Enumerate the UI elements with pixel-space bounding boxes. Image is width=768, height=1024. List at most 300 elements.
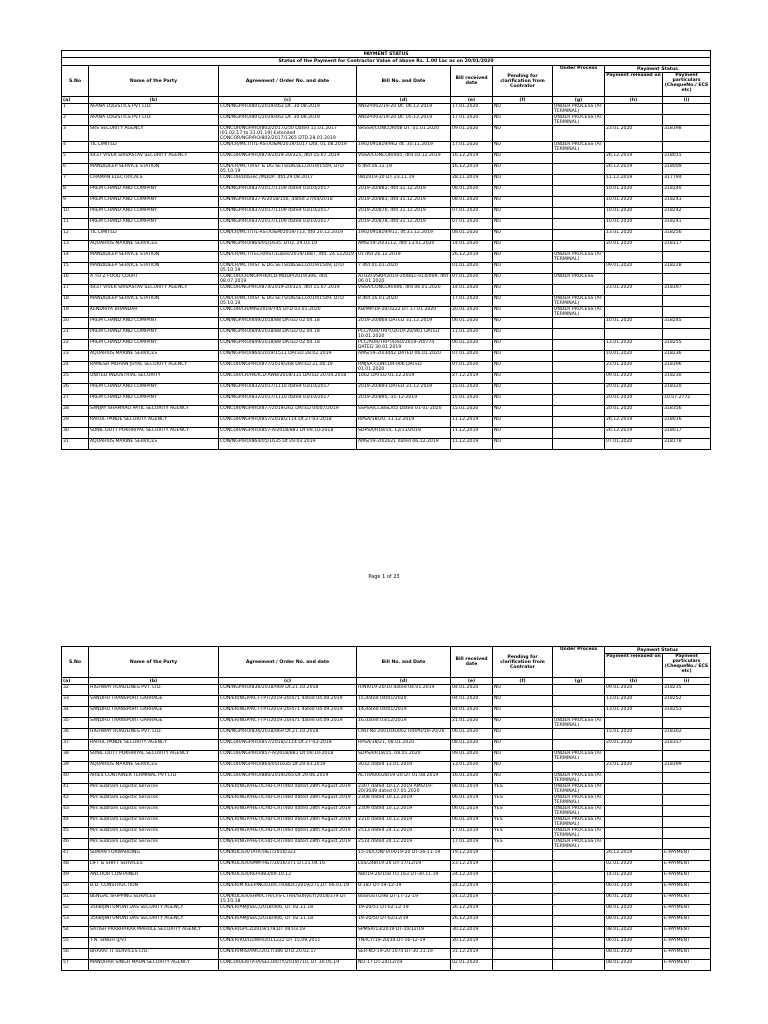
party-cell: RAHUL PANDE SECURITY AGENCY bbox=[89, 740, 219, 751]
pending-cell: YES bbox=[493, 795, 553, 806]
header-agreement: Agreement / Order No. and date bbox=[219, 66, 357, 97]
party-cell: KENDRIYA BHANDAR bbox=[89, 307, 219, 318]
pending-cell: NO bbox=[493, 751, 553, 762]
under-process-cell: - bbox=[553, 883, 605, 894]
header-bill: Bill No. and Date bbox=[357, 66, 451, 97]
agreement-cell: CON/ER/NGP/H&T/CHD-CRT/460 dated 28th August 2019 bbox=[219, 806, 357, 817]
received-cell: 16.01.2020 bbox=[451, 773, 493, 784]
party-cell: PREM CHAND AND COMPANY bbox=[89, 208, 219, 219]
party-cell: PREM CHAND AND COMPANY bbox=[89, 318, 219, 329]
party-cell: SANDHU TRANSPORT GARRAGE bbox=[89, 696, 219, 707]
party-cell: 3568/JINTUMONI DAS SECURITY AGENCY bbox=[89, 916, 219, 927]
bill-cell: LSS/248/19-20 DT-17/12/19 bbox=[357, 861, 451, 872]
table-title: PAYMENT STATUS bbox=[62, 51, 711, 58]
sno-cell: 15 bbox=[62, 263, 89, 274]
particulars-cell: 318178 bbox=[663, 439, 711, 450]
sno-cell: 9 bbox=[62, 197, 89, 208]
table-row bbox=[62, 197, 711, 208]
agreement-cell: CON/ER/NGP/H&T/CHD-CRT/460 dated 28th August 2019 bbox=[219, 784, 357, 795]
letter-e: (e) bbox=[451, 678, 493, 685]
received-cell: 23.12.2019 bbox=[451, 861, 493, 872]
released-cell: 15.01.2020 bbox=[605, 729, 663, 740]
party-cell: TIL LIMITED bbox=[89, 230, 219, 241]
under-process-cell bbox=[553, 740, 605, 751]
table-row bbox=[62, 751, 711, 762]
bill-cell: ABI/19-20/158 TO 163 DT-30.11.19 bbox=[357, 872, 451, 883]
sno-cell: 19 bbox=[62, 307, 89, 318]
agreement-cell: CONCOR/NGP/RO/874/2019-20/325, dtd 15.07.2019 bbox=[219, 285, 357, 296]
page-1-table bbox=[61, 50, 710, 450]
party-cell: MANDIDEEP SERVICE STATION bbox=[89, 263, 219, 274]
under-process-cell: UNDER PROCESS (AT TERMINAL) bbox=[553, 773, 605, 784]
table-row bbox=[62, 960, 711, 971]
released-cell: 07.01.2020 bbox=[605, 439, 663, 450]
letter-c: (c) bbox=[219, 678, 357, 685]
released-cell: 06.01.2020 bbox=[605, 894, 663, 905]
under-process-cell bbox=[553, 762, 605, 773]
sno-cell: 51 bbox=[62, 894, 89, 905]
sno-cell: 7 bbox=[62, 175, 89, 186]
released-cell: 10.01.2020 bbox=[605, 318, 663, 329]
pending-cell: NO bbox=[493, 718, 553, 729]
agreement-cell: CONCOR/NGP/RO/857/2018/2114 Dt 27-03-2018 bbox=[219, 740, 357, 751]
under-process-cell bbox=[553, 230, 605, 241]
under-process-cell: UNDER PROCESS (AT TERMINAL) bbox=[553, 296, 605, 307]
pending-cell: NO bbox=[493, 729, 553, 740]
pending-cell: NO bbox=[493, 230, 553, 241]
pending-cell: NO bbox=[493, 351, 553, 362]
bill-cell: 2019-20/876, dtd 31.12.2019 bbox=[357, 208, 451, 219]
particulars-cell: E-PAYMENT bbox=[663, 861, 711, 872]
agreement-cell: CONCOR/NGP/RO/802/2017/250 Dated 11.01.2017 (01.02.17 to 31.01.19) Extended CONCOR/NGP/RO/802/2017/1365 DTD.28.01.2019 bbox=[219, 126, 357, 142]
received-cell: 04.01.2020 bbox=[451, 696, 493, 707]
particulars-cell bbox=[663, 751, 711, 762]
table-row bbox=[62, 406, 711, 417]
sno-cell: 47 bbox=[62, 850, 89, 861]
bill-cell: 1902091819/962 dt. 30.11.2019 bbox=[357, 142, 451, 153]
released-cell bbox=[605, 751, 663, 762]
agreement-cell: CONCOR/NGP/RO/874/2019-20/325, dtd 15.07.2019 bbox=[219, 153, 357, 164]
received-cell: 31.12.2019 bbox=[451, 949, 493, 960]
table-row bbox=[62, 872, 711, 883]
agreement-cell: CON/NGP/RO/849/2018/88 DATED 02.04.18 bbox=[219, 340, 357, 351]
released-cell: 13.01.2020 bbox=[605, 696, 663, 707]
table-row bbox=[62, 806, 711, 817]
bill-cell: 1662 DATED 01.12.2019 bbox=[357, 373, 451, 384]
bill-cell: VSSA/CONCOR/006, dtd 06.01.2020 bbox=[357, 285, 451, 296]
pending-cell: YES bbox=[493, 817, 553, 828]
released-cell: 09.01.2020 bbox=[605, 685, 663, 696]
released-cell bbox=[605, 828, 663, 839]
released-cell: 23.01.2020 bbox=[605, 126, 663, 142]
particulars-cell bbox=[663, 784, 711, 795]
party-cell: BHARAT IT SERVICES LTD. bbox=[89, 949, 219, 960]
released-cell: 14.01.2020 bbox=[605, 872, 663, 883]
bill-cell: PCC/AUR/TRPT/2019-20/901 DATED 10.01.2020 bbox=[357, 329, 451, 340]
agreement-cell: CON/ER/MIS/AMC/2017/386 DTD.20.02.17 bbox=[219, 949, 357, 960]
particulars-cell: 318357 bbox=[663, 740, 711, 751]
agreement-cell: CON/CR/MCT/RST & DG SETS/DIESEL/2019/1549, DTD 05.10.19 bbox=[219, 164, 357, 175]
pending-cell: - bbox=[493, 894, 553, 905]
column-letters-row bbox=[62, 678, 711, 685]
agreement-cell: CONCOR/NGP/RO/857-A/2018/881 Dt 09.10-2018 bbox=[219, 428, 357, 439]
party-cell: AFANA LOGISTICS PVT LTD bbox=[89, 104, 219, 115]
pending-cell: YES bbox=[493, 828, 553, 839]
released-cell: 23.01.2020 bbox=[605, 762, 663, 773]
released-cell: 08.01.2020 bbox=[605, 916, 663, 927]
released-cell: 08.01.2020 bbox=[605, 960, 663, 971]
under-process-cell bbox=[553, 395, 605, 406]
table-row bbox=[62, 395, 711, 406]
letter-a: (a) bbox=[62, 97, 89, 104]
released-cell: 13.01.2020 bbox=[605, 230, 663, 241]
letter-g: (g) bbox=[553, 97, 605, 104]
received-cell: 06.01.2019 bbox=[451, 784, 493, 795]
pending-cell: NO bbox=[493, 274, 553, 285]
particulars-cell bbox=[663, 115, 711, 126]
table-row bbox=[62, 905, 711, 916]
under-process-cell: UNDER PROCESS (AT TERMINAL) bbox=[553, 252, 605, 263]
letter-b: (b) bbox=[89, 678, 219, 685]
received-cell: 15.01.2020 bbox=[451, 406, 493, 417]
party-cell: MANOHAR SINGH MAUN SECURITY AGENCY bbox=[89, 960, 219, 971]
agreement-cell: CON/NGP/RO/836/2018/969 Dt.21.10.2018 bbox=[219, 685, 357, 696]
particulars-cell bbox=[663, 252, 711, 263]
particulars-cell: E-PAYMENT bbox=[663, 850, 711, 861]
agreement-cell: CON/NGP/RO/837/2017/1109 dated 03/10/2017 bbox=[219, 186, 357, 197]
table-row bbox=[62, 883, 711, 894]
particulars-cell: E-PAYMENT bbox=[663, 927, 711, 938]
sno-cell: 36 bbox=[62, 729, 89, 740]
sno-cell: 18 bbox=[62, 296, 89, 307]
bill-cell: AMS/19-20/2621 dated 06.12.2019 bbox=[357, 439, 451, 450]
table-row bbox=[62, 230, 711, 241]
party-cell: PREM CHAND AND COMPANY bbox=[89, 340, 219, 351]
letter-b: (b) bbox=[89, 97, 219, 104]
header-particulars: Payment particulars (ChequeNo./ ECS etc) bbox=[663, 73, 711, 97]
particulars-cell: 318320 bbox=[663, 384, 711, 395]
under-process-cell: - bbox=[553, 949, 605, 960]
table-row bbox=[62, 252, 711, 263]
pending-cell: NO bbox=[493, 707, 553, 718]
party-cell: M/s Subham Logistic Services bbox=[89, 828, 219, 839]
letter-d: (d) bbox=[357, 678, 451, 685]
table-row bbox=[62, 762, 711, 773]
particulars-cell: E-PAYMENT bbox=[663, 916, 711, 927]
pending-cell: - bbox=[493, 883, 553, 894]
under-process-cell: UNDER PROCESS (AT TERMINAL) bbox=[553, 751, 605, 762]
received-cell: 11.12.2019 bbox=[451, 439, 493, 450]
header-pending: Pending for clarification from Contrator bbox=[493, 66, 553, 97]
party-cell: RAHUL PANDE SECURITY AGENCY bbox=[89, 417, 219, 428]
party-cell: M/s Subham Logistic Services bbox=[89, 839, 219, 850]
particulars-cell: 318398 bbox=[663, 126, 711, 142]
pending-cell: YES bbox=[493, 784, 553, 795]
sno-cell: 24 bbox=[62, 362, 89, 373]
sno-cell: 45 bbox=[62, 828, 89, 839]
released-cell: 09.01.2020 bbox=[605, 373, 663, 384]
pending-cell: NO bbox=[493, 307, 553, 318]
header-bill: Bill No. and Date bbox=[357, 647, 451, 678]
under-process-cell: UNDER PROCESS bbox=[553, 274, 605, 285]
particulars-cell: 318243 bbox=[663, 197, 711, 208]
pending-cell: NO bbox=[493, 395, 553, 406]
table-row bbox=[62, 718, 711, 729]
bill-cell: SSPSA/CCIBSL/05 Dated 01-01-2020 bbox=[357, 406, 451, 417]
received-cell: 11.12.2019 bbox=[451, 428, 493, 439]
agreement-cell: CON/CR/MCT/TIL-RST/O&M/2019/713, dtd 20.12.2019 bbox=[219, 230, 357, 241]
received-cell: 26.12.2019 bbox=[451, 905, 493, 916]
released-cell: 20.01.2020 bbox=[605, 395, 663, 406]
particulars-cell: 318302 bbox=[663, 729, 711, 740]
sno-cell: 23 bbox=[62, 351, 89, 362]
under-process-cell bbox=[553, 351, 605, 362]
agreement-cell: CONCOR/ER/TATA/SECURITY/2019/710, DT 30.05.19 bbox=[219, 960, 357, 971]
bill-cell: 1902091819/911, dt.31.12.2019 bbox=[357, 230, 451, 241]
under-process-cell: - bbox=[553, 894, 605, 905]
under-process-cell bbox=[553, 373, 605, 384]
pending-cell: NO bbox=[493, 340, 553, 351]
particulars-cell: 318256 bbox=[663, 230, 711, 241]
pending-cell: - bbox=[493, 872, 553, 883]
particulars-cell bbox=[663, 329, 711, 340]
pending-cell: NO bbox=[493, 115, 553, 126]
party-cell: UNITED INDUSTRIAL SECURITY bbox=[89, 373, 219, 384]
under-process-cell bbox=[553, 186, 605, 197]
agreement-cell: CON/ER/NGP/RCT-TPT/2019-20/471 dated 04.09.2019 bbox=[219, 707, 357, 718]
under-process-cell bbox=[553, 175, 605, 186]
pending-cell: NO bbox=[493, 696, 553, 707]
party-cell: M/s Subham Logistic Services bbox=[89, 806, 219, 817]
sno-cell: 6 bbox=[62, 164, 89, 175]
particulars-cell: 317794 bbox=[663, 175, 711, 186]
sno-cell: 40 bbox=[62, 773, 89, 784]
party-cell: AQUARIUS MARINE SERVICES bbox=[89, 439, 219, 450]
under-process-cell bbox=[553, 197, 605, 208]
received-cell: 30.12.2019 bbox=[451, 927, 493, 938]
party-cell: BENGAL SHIPPING SERVICES bbox=[89, 894, 219, 905]
received-cell: 14.01.2020 bbox=[451, 241, 493, 252]
released-cell: 13.01.2020 bbox=[605, 707, 663, 718]
released-cell: 26.12.2019 bbox=[605, 164, 663, 175]
agreement-cell: CONCOR/NGP/RO/877/2019/262 DATED 04/07/2019 bbox=[219, 406, 357, 417]
released-cell bbox=[605, 307, 663, 318]
particulars-cell bbox=[663, 718, 711, 729]
pending-cell: - bbox=[493, 905, 553, 916]
pending-cell: - bbox=[493, 949, 553, 960]
under-process-cell: - bbox=[553, 850, 605, 861]
table-row bbox=[62, 927, 711, 938]
party-cell: SANDHU TRANSPORT GARRAGE bbox=[89, 707, 219, 718]
party-cell: 4437 VIVEK SRIVASTAV SECURITY AGENCY bbox=[89, 285, 219, 296]
particulars-cell: E-PAYMENT bbox=[663, 938, 711, 949]
sno-cell: 57 bbox=[62, 960, 89, 971]
letter-c: (c) bbox=[219, 97, 357, 104]
agreement-cell: CON/NGP/RO/864/05/1635, DTD. 29.03.19 bbox=[219, 241, 357, 252]
under-process-cell bbox=[553, 417, 605, 428]
party-cell: AFANA LOGISTICS PVT LTD bbox=[89, 115, 219, 126]
sno-cell: 50 bbox=[62, 883, 89, 894]
bill-cell: TN/ICT/19-20/34 DT-16-12-19 bbox=[357, 938, 451, 949]
under-process-cell: - bbox=[553, 938, 605, 949]
header-particulars: Payment particulars (ChequeNo./ ECS etc) bbox=[663, 654, 711, 678]
bill-cell: AMS/19-20/3112, dtd 13.01.2020 bbox=[357, 241, 451, 252]
received-cell: 07.01.2020 bbox=[451, 351, 493, 362]
under-process-cell bbox=[553, 153, 605, 164]
sno-cell: 44 bbox=[62, 817, 89, 828]
pending-cell: NO bbox=[493, 373, 553, 384]
table-row bbox=[62, 894, 711, 905]
sno-cell: 39 bbox=[62, 762, 89, 773]
under-process-cell bbox=[553, 285, 605, 296]
pending-cell: NO bbox=[493, 296, 553, 307]
agreement-cell: CON/NGP/RO/832/2017/1110 dated 03/10/2017 bbox=[219, 384, 357, 395]
bill-cell: RPSA/18/20, 11.12.2019 bbox=[357, 417, 451, 428]
bill-cell: 2019-20/864 DATED 31.12.2019 bbox=[357, 318, 451, 329]
received-cell: 02.01.2020 bbox=[451, 960, 493, 971]
particulars-cell: E-PAYMENT bbox=[663, 949, 711, 960]
received-cell: 06.01.2020 bbox=[451, 729, 493, 740]
received-cell: 06.01.2019 bbox=[451, 817, 493, 828]
released-cell: 20.01.2020 bbox=[605, 740, 663, 751]
pending-cell: - bbox=[493, 861, 553, 872]
pending-cell: NO bbox=[493, 142, 553, 153]
under-process-cell: UNDER PROCESS (AT TERMINAL) bbox=[553, 115, 605, 126]
received-cell: 13.01.2020 bbox=[451, 762, 493, 773]
under-process-cell bbox=[553, 729, 605, 740]
particulars-cell: 318317 bbox=[663, 241, 711, 252]
bill-cell: 08/2019-20 DT 23.11.19 bbox=[357, 175, 451, 186]
under-process-cell: UNDER PROCESS (AT TERMINAL) bbox=[553, 795, 605, 806]
bill-cell: ATOZFVSKP/2019-20/BILL-014/009, dtd 06.01.2020 bbox=[357, 274, 451, 285]
under-process-cell: - bbox=[553, 872, 605, 883]
received-cell: 07.01.2020 bbox=[451, 208, 493, 219]
under-process-cell bbox=[553, 208, 605, 219]
party-cell: SANJAY SHAMRAO PATIL SECURITY AGENCY bbox=[89, 406, 219, 417]
letter-f: (f) bbox=[493, 97, 553, 104]
header-received: Bill received date bbox=[451, 647, 493, 678]
under-process-cell: - bbox=[553, 960, 605, 971]
party-cell: 3568/JINTUMONI DAS SECURITY AGENCY bbox=[89, 905, 219, 916]
particulars-cell bbox=[663, 817, 711, 828]
agreement-cell: CON/NGP/RO/849/2018/88 DATED 02.04.18 bbox=[219, 318, 357, 329]
page-2-table bbox=[61, 646, 710, 971]
party-cell: PREM CHAND AND COMPANY bbox=[89, 395, 219, 406]
bill-cell: 19-20/50 DT-02/12/19 bbox=[357, 916, 451, 927]
party-cell: AQUARIUS MARINE SERVICES bbox=[89, 762, 219, 773]
particulars-cell: 318015 bbox=[663, 153, 711, 164]
received-cell: 16.12.2019 bbox=[451, 153, 493, 164]
released-cell: 26.12.2019 bbox=[605, 153, 663, 164]
received-cell: 08.01.2020 bbox=[451, 740, 493, 751]
released-cell: 10.01.2020 bbox=[605, 186, 663, 197]
agreement-cell: CON/CR/MCT/TIL-RST/O&M/2019/1017 Dtd. 01.08.2019 bbox=[219, 142, 357, 153]
agreement-cell: CON/CR/MCT/TECH/RST/Lubes/2019/1887, dtd. 24.122019 bbox=[219, 252, 357, 263]
released-cell: 20.01.2020 bbox=[605, 241, 663, 252]
table-row bbox=[62, 104, 711, 115]
header-released: Payment released on bbox=[605, 73, 663, 97]
party-cell: ANCHOR CONTAINER bbox=[89, 872, 219, 883]
agreement-cell: CON/NGP/RO/837-A/2018/156, dated 27/04/2018 bbox=[219, 197, 357, 208]
released-cell bbox=[605, 806, 663, 817]
header-party: Name of the Party bbox=[89, 66, 219, 97]
received-cell: 11.01.2020 bbox=[451, 329, 493, 340]
party-cell: AQUARIUS MARINE SERVICES bbox=[89, 241, 219, 252]
agreement-cell: CONCOR/DI/Elec./MDDP, dtd.29.08.2017 bbox=[219, 175, 357, 186]
under-process-cell bbox=[553, 406, 605, 417]
bill-cell: ACTRA00028/19-20 DT 01.08.2019 bbox=[357, 773, 451, 784]
party-cell: LIFT & SHIFT SERVICES bbox=[89, 861, 219, 872]
table-row bbox=[62, 740, 711, 751]
particulars-cell bbox=[663, 104, 711, 115]
agreement-cell: CON/KOL/ER/TATA-H&T/2016/323 bbox=[219, 850, 357, 861]
received-cell: 24.12.2019 bbox=[451, 883, 493, 894]
table-row bbox=[62, 828, 711, 839]
sno-cell: 4 bbox=[62, 142, 89, 153]
payment-status-table-2 bbox=[61, 646, 711, 971]
bill-cell: SRSSA/CONCOR/08 DT. 01.01.2020 bbox=[357, 126, 451, 142]
table-row bbox=[62, 938, 711, 949]
particulars-cell: E-PAYMENT bbox=[663, 905, 711, 916]
sno-cell: 53 bbox=[62, 916, 89, 927]
table-row bbox=[62, 707, 711, 718]
received-cell: 26.12.2019 bbox=[451, 252, 493, 263]
table-row bbox=[62, 439, 711, 450]
header-sno: S.No bbox=[62, 66, 89, 97]
under-process-cell bbox=[553, 384, 605, 395]
agreement-cell: CON/NGP/RO/837/2017/1109 dated 03/10/2017 bbox=[219, 208, 357, 219]
party-cell: HIGHWAY ROADLINES PVT. LTD. bbox=[89, 729, 219, 740]
bill-cell: ANGP/003/19-20 Dt. 05.12.2019 bbox=[357, 115, 451, 126]
agreement-cell: CON/KOL/ER/REP/483/09.10.12 bbox=[219, 872, 357, 883]
bill-cell: B-187 DT-19-12-19 bbox=[357, 883, 451, 894]
table-row bbox=[62, 795, 711, 806]
party-cell: M/s Subham Logistic Services bbox=[89, 817, 219, 828]
pending-cell: NO bbox=[493, 318, 553, 329]
letter-i: (i) bbox=[663, 678, 711, 685]
under-process-cell bbox=[553, 126, 605, 142]
under-process-cell: UNDER PROCESS (AT TERMINAL) bbox=[553, 718, 605, 729]
agreement-cell: CON/ER/NGP/H&T/CHD-CRT/460 dated 28th August 2019 bbox=[219, 839, 357, 850]
bill-cell: AMS/19-20/3042 DATED 06.01.2020 bbox=[357, 351, 451, 362]
bill-cell: SDPSA/R18/14, 12/11/2019 bbox=[357, 428, 451, 439]
received-cell: 17.01.2020 bbox=[451, 115, 493, 126]
particulars-cell: 318009 bbox=[663, 164, 711, 175]
party-cell: SUMAN FORWARDING bbox=[89, 850, 219, 861]
sno-cell: 49 bbox=[62, 872, 89, 883]
sno-cell: 5 bbox=[62, 153, 89, 164]
page-2-rows bbox=[62, 685, 711, 971]
table-row bbox=[62, 839, 711, 850]
under-process-cell: UNDER PROCESS (AT TERMINAL) bbox=[553, 828, 605, 839]
particulars-cell: 318245 bbox=[663, 318, 711, 329]
particulars-cell: 318236 bbox=[663, 351, 711, 362]
bill-cell: 2019-20/895, 31-12-2019 bbox=[357, 395, 451, 406]
sno-cell: 10 bbox=[62, 208, 89, 219]
sno-cell: 43 bbox=[62, 806, 89, 817]
received-cell: 07.01.2020 bbox=[451, 362, 493, 373]
released-cell: 09.01.2020 bbox=[605, 263, 663, 274]
particulars-cell bbox=[663, 296, 711, 307]
particulars-cell bbox=[663, 828, 711, 839]
pending-cell: NO bbox=[493, 252, 553, 263]
pending-cell: NO bbox=[493, 241, 553, 252]
agreement-cell: CONCOR/NGP/RO/857-A/2018/881 Dt 09.10-2018 bbox=[219, 751, 357, 762]
pending-cell: NO bbox=[493, 329, 553, 340]
released-cell: 08.01.2020 bbox=[605, 949, 663, 960]
sno-cell: 48 bbox=[62, 861, 89, 872]
under-process-cell bbox=[553, 329, 605, 340]
